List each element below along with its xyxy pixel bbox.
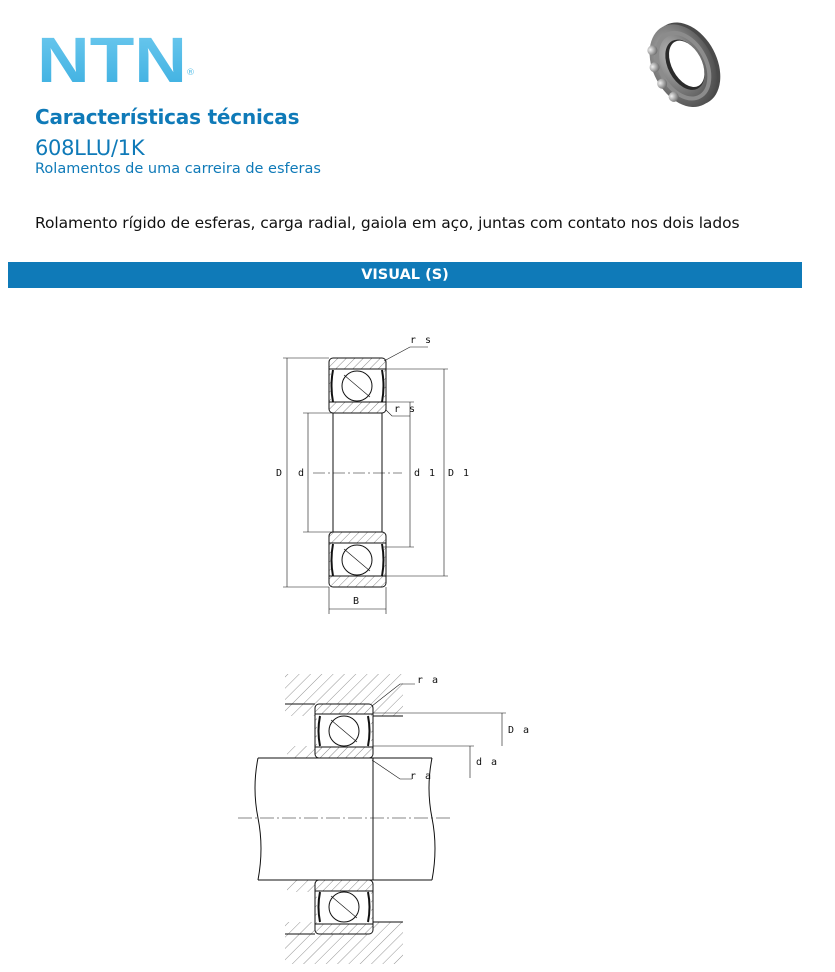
label-d1: d 1 bbox=[414, 468, 437, 479]
page-title: Características técnicas bbox=[35, 105, 300, 129]
registered-mark: ® bbox=[186, 68, 195, 78]
section-header-visual: VISUAL (S) bbox=[8, 262, 802, 288]
label-ra-mid: r a bbox=[410, 771, 433, 782]
product-category: Rolamentos de uma carreira de esferas bbox=[35, 161, 321, 177]
bearing-section-view bbox=[283, 347, 448, 614]
logo-lettering: NTN bbox=[37, 30, 187, 86]
label-da: d a bbox=[476, 757, 499, 768]
bearing-mounting-view bbox=[238, 674, 506, 964]
label-Da: D a bbox=[508, 725, 531, 736]
label-rs-side: r s bbox=[394, 404, 417, 415]
label-d: d bbox=[298, 468, 306, 479]
label-B: B bbox=[353, 596, 361, 607]
product-description: Rolamento rígido de esferas, carga radial, gaiola em aço, juntas com contato nos dois lados bbox=[35, 214, 740, 232]
label-D: D bbox=[276, 468, 284, 479]
ntn-logo bbox=[37, 30, 197, 86]
model-number: 608LLU/1K bbox=[35, 136, 145, 160]
label-rs-top: r s bbox=[410, 335, 433, 346]
bearing-photo bbox=[630, 15, 730, 120]
label-D1: D 1 bbox=[448, 468, 471, 479]
bearing-technical-drawing bbox=[0, 300, 835, 972]
label-ra-top: r a bbox=[417, 675, 440, 686]
